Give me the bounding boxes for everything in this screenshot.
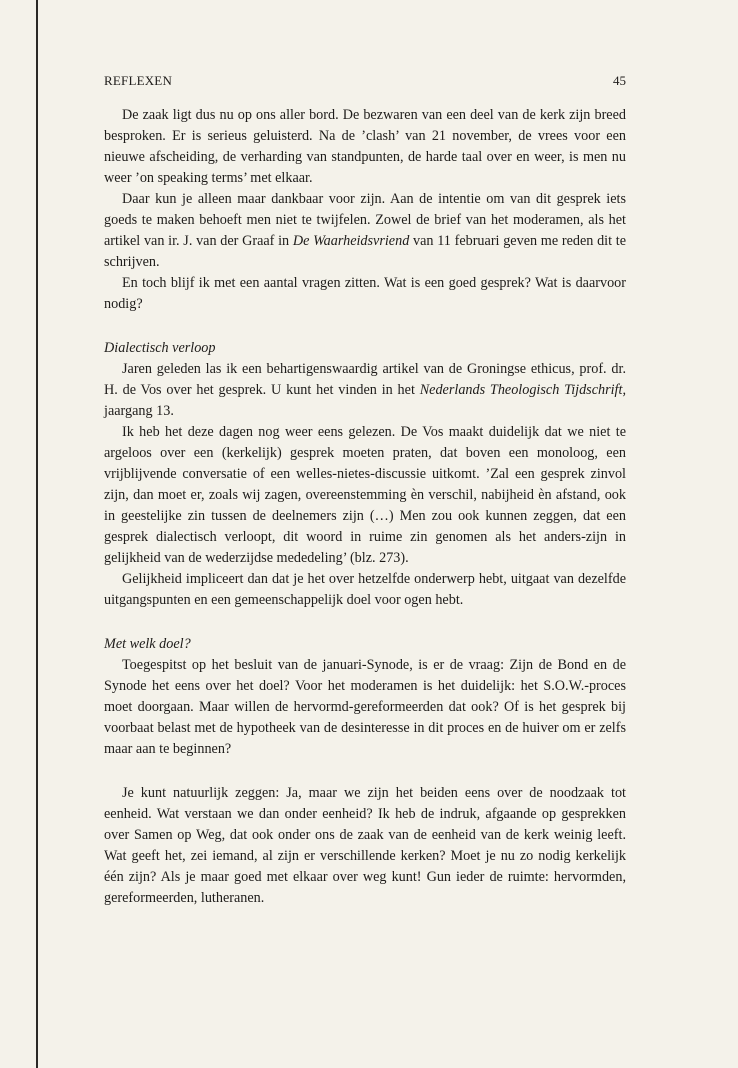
paragraph-4-text: Jaren geleden las ik een behartigenswaardig artikel van de Groningse ethicus, prof. dr. H. de Vos over het gesprek. U kunt het vinden in het xyxy=(104,361,626,398)
paragraph-4-italic: Nederlands Theologisch Tijdschrift, xyxy=(419,382,626,398)
paragraph-3: En toch blijf ik met een aantal vragen zitten. Wat is een goed gesprek? Wat is daarvoor nodig? xyxy=(104,275,626,312)
page-binding-edge xyxy=(36,0,38,1068)
paragraph-1: De zaak ligt dus nu op ons aller bord. De bezwaren van een deel van de kerk zijn breed besproken. Er is serieus geluisterd. Na de ’clash’ van 21 november, de vrees voor een nieuwe afscheiding, de verharding van standpunten, de harde taal over en weer, is men nu weer ’on speaking terms’ met elkaar. xyxy=(104,107,626,186)
paragraph-8: Je kunt natuurlijk zeggen: Ja, maar we zijn het beiden eens over de noodzaak tot eenheid. Wat verstaan we dan onder eenheid? Ik heb de indruk, afgaande op gesprekken over Samen op Weg, dat ook onder ons de zaak van de eenheid van de kerk weinig leeft. Wat geeft het, zei iemand, al zijn er verschillende kerken? Moet je nu zo nodig kerkelijk één zijn? Als je maar goed met elkaar over weg kunt! Gun ieder de ruimte: hervormden, gereformeerden, lutheranen. xyxy=(104,785,626,906)
paragraph-6: Gelijkheid impliceert dan dat je het over hetzelfde onderwerp hebt, uitgaat van dezelfde uitgangspunten en een gemeenschappelijk doel voor ogen hebt. xyxy=(104,571,626,608)
article-body xyxy=(104,105,626,909)
paragraph-4-end: jaargang 13. xyxy=(104,403,174,419)
paragraph-2-text: Daar kun je alleen maar dankbaar voor zijn. Aan de intentie om van dit gesprek iets goeds te maken behoeft men niet te twijfelen. Zowel de brief van het moderamen, als het artikel van ir. J. van der Graaf in xyxy=(104,191,626,249)
page-number: 45 xyxy=(613,73,626,88)
paragraph-2-italic: De Waarheidsvriend xyxy=(292,233,410,249)
paragraph-7: Toegespitst op het besluit van de januari-Synode, is er de vraag: Zijn de Bond en de Synode het eens over het doel? Voor het moderamen is het duidelijk: het S.O.W.-proces moet doorgaan. Maar willen de hervormd-gereformeerden dat ook? Of is het gesprek bij voorbaat belast met de hypotheek van de desinteresse in dit proces en de huiver om er zelfs maar aan te beginnen? xyxy=(104,657,626,757)
section-heading-dialectisch: Dialectisch verloop xyxy=(104,340,216,356)
running-title: REFLEXEN xyxy=(104,73,173,88)
paragraph-4 xyxy=(104,359,626,422)
paragraph-2 xyxy=(104,189,626,273)
section-heading-doel: Met welk doel? xyxy=(104,636,191,652)
paragraph-5: Ik heb het deze dagen nog weer eens gelezen. De Vos maakt duidelijk dat we niet te argeloos over een (kerkelijk) gesprek moeten praten, dat boven een monoloog, een vrijblijvende conversatie of een welles-nietes-discussie uitkomt. ’Zal een gesprek zinvol zijn, dan moet er, zoals wij zagen, overeenstemming èn verschil, nabijheid èn afstand, ook in geestelijke zin tussen de deelnemers zijn (…) Men zou ook kunnen zeggen, dat een gesprek dialectisch verloopt, dit woord in ruime zin genomen als het anders-zijn in gelijkheid van de wederzijdse mededeling’ (blz. 273). xyxy=(104,424,626,566)
paragraph-2-end: van 11 februari geven me reden dit te schrijven. xyxy=(104,233,626,270)
